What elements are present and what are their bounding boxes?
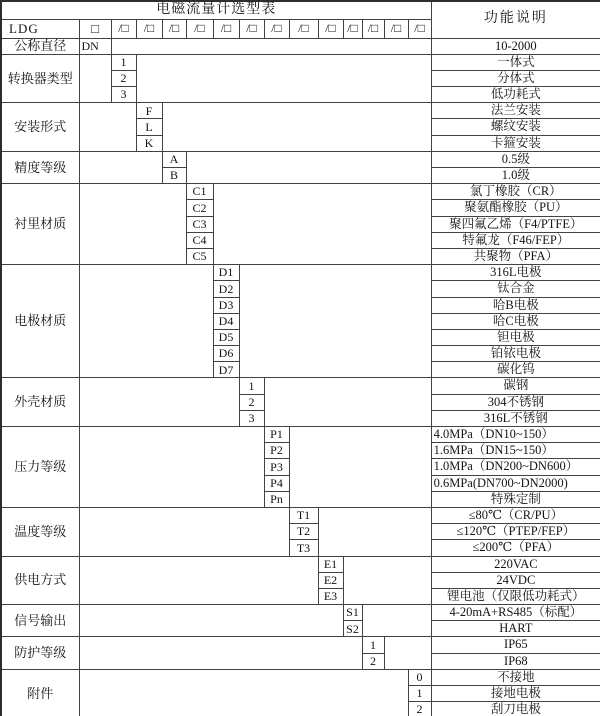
function-cell: 0.6MPa(DN700~DN2000): [431, 475, 600, 491]
function-cell: 10-2000: [431, 38, 600, 54]
code-cell: D7: [213, 362, 239, 378]
code-cell: 2: [362, 653, 384, 669]
function-cell: 接地电极: [431, 686, 600, 702]
code-cell: D6: [213, 346, 239, 362]
field-label: 信号输出: [1, 605, 79, 637]
function-cell: 钽电极: [431, 329, 600, 345]
code-slot-box-icon: □: [79, 19, 111, 38]
code-cell: 2: [111, 70, 136, 86]
function-cell: 聚四氟乙烯（F4/PTFE）: [431, 216, 600, 232]
code-cell: P2: [264, 443, 289, 459]
left-spacer-cell: [79, 184, 186, 265]
code-slot-icon: /□: [239, 19, 264, 38]
code-cell: C1: [186, 184, 213, 200]
table-title: 电磁流量计选型表: [1, 1, 431, 19]
code-slot-icon: /□: [264, 19, 289, 38]
function-cell: 聚氨酯橡胶（PU）: [431, 200, 600, 216]
field-label: 精度等级: [1, 151, 79, 183]
code-cell: Pn: [264, 491, 289, 507]
code-cell: S2: [343, 621, 362, 637]
field-label: 衬里材质: [1, 184, 79, 265]
left-spacer-cell: [79, 54, 111, 103]
left-spacer-cell: [79, 378, 239, 427]
left-spacer-cell: [79, 507, 289, 556]
function-cell: 哈B电极: [431, 297, 600, 313]
left-spacer-cell: [79, 605, 343, 637]
code-cell: D4: [213, 313, 239, 329]
code-cell: 3: [239, 410, 264, 426]
function-cell: 锂电池（仅限低功耗式）: [431, 588, 600, 604]
left-spacer-cell: [79, 427, 264, 508]
right-spacer-cell: [162, 103, 431, 152]
function-cell: IP68: [431, 653, 600, 669]
function-cell: 铂铱电极: [431, 346, 600, 362]
function-cell: 碳化钨: [431, 362, 600, 378]
function-cell: 24VDC: [431, 572, 600, 588]
function-cell: 法兰安装: [431, 103, 600, 119]
code-slot-icon: /□: [186, 19, 213, 38]
model-prefix: LDG: [1, 19, 79, 38]
function-cell: 一体式: [431, 54, 600, 70]
left-spacer-cell: [79, 669, 408, 716]
code-cell: 1: [239, 378, 264, 394]
function-cell: 304不锈钢: [431, 394, 600, 410]
code-cell: 3: [111, 87, 136, 103]
code-cell: E1: [318, 556, 343, 572]
field-label: 附件: [1, 669, 79, 716]
function-cell: 分体式: [431, 70, 600, 86]
code-cell: A: [162, 151, 186, 167]
function-cell: 特殊定制: [431, 491, 600, 507]
code-cell: C2: [186, 200, 213, 216]
right-spacer-cell: [343, 556, 431, 605]
field-label: 安装形式: [1, 103, 79, 152]
function-cell: 共聚物（PFA）: [431, 248, 600, 264]
code-cell: E3: [318, 588, 343, 604]
function-cell: 0.5级: [431, 151, 600, 167]
right-spacer-cell: [111, 38, 431, 54]
code-cell: T1: [289, 507, 318, 523]
code-cell: P1: [264, 427, 289, 443]
right-spacer-cell: [186, 151, 431, 183]
right-spacer-cell: [289, 427, 431, 508]
right-spacer-cell: [384, 637, 431, 669]
function-cell: 316L电极: [431, 265, 600, 281]
right-spacer-cell: [362, 605, 431, 637]
code-cell: B: [162, 168, 186, 184]
function-cell: 1.0MPa（DN200~DN600）: [431, 459, 600, 475]
function-cell: ≤120℃（PTEP/FEP）: [431, 524, 600, 540]
code-cell: D5: [213, 329, 239, 345]
left-spacer-cell: [79, 103, 136, 152]
function-cell: 316L不锈钢: [431, 410, 600, 426]
function-cell: 低功耗式: [431, 87, 600, 103]
code-cell: D3: [213, 297, 239, 313]
code-cell: P3: [264, 459, 289, 475]
code-slot-icon: /□: [362, 19, 384, 38]
code-cell: C5: [186, 248, 213, 264]
field-label: 转换器类型: [1, 54, 79, 103]
function-cell: 钛合金: [431, 281, 600, 297]
right-spacer-cell: [264, 378, 431, 427]
code-cell: 2: [239, 394, 264, 410]
function-cell: ≤80℃（CR/PU）: [431, 507, 600, 523]
code-slot-icon: /□: [289, 19, 318, 38]
function-cell: 碳钢: [431, 378, 600, 394]
code-cell: 1: [408, 686, 431, 702]
code-cell: E2: [318, 572, 343, 588]
right-spacer-cell: [136, 54, 431, 103]
field-label: 公称直径: [1, 38, 79, 54]
code-slot-icon: /□: [343, 19, 362, 38]
function-cell: 4.0MPa（DN10~150）: [431, 427, 600, 443]
code-cell: D1: [213, 265, 239, 281]
function-cell: 1.0级: [431, 168, 600, 184]
function-column-header: 功能说明: [431, 1, 600, 38]
code-cell: K: [136, 135, 162, 151]
function-cell: 哈C电极: [431, 313, 600, 329]
code-cell: C4: [186, 232, 213, 248]
function-cell: IP65: [431, 637, 600, 653]
code-cell: F: [136, 103, 162, 119]
function-cell: 刮刀电极: [431, 702, 600, 716]
left-spacer-cell: [79, 556, 318, 605]
function-cell: 特氟龙（F46/FEP）: [431, 232, 600, 248]
field-label: 电极材质: [1, 265, 79, 378]
code-cell: L: [136, 119, 162, 135]
field-label: 外壳材质: [1, 378, 79, 427]
function-cell: 4-20mA+RS485（标配）: [431, 605, 600, 621]
code-slot-icon: /□: [408, 19, 431, 38]
code-slot-icon: /□: [384, 19, 408, 38]
code-cell: T3: [289, 540, 318, 556]
right-spacer-cell: [213, 184, 431, 265]
code-cell: 0: [408, 669, 431, 685]
code-cell: 1: [111, 54, 136, 70]
code-cell: DN: [79, 38, 111, 54]
code-slot-icon: /□: [162, 19, 186, 38]
code-cell: T2: [289, 524, 318, 540]
code-cell: P4: [264, 475, 289, 491]
field-label: 供电方式: [1, 556, 79, 605]
field-label: 压力等级: [1, 427, 79, 508]
code-slot-icon: /□: [318, 19, 343, 38]
function-cell: 螺纹安装: [431, 119, 600, 135]
code-cell: S1: [343, 605, 362, 621]
right-spacer-cell: [239, 265, 431, 378]
code-cell: D2: [213, 281, 239, 297]
code-slot-icon: /□: [213, 19, 239, 38]
field-label: 温度等级: [1, 507, 79, 556]
field-label: 防护等级: [1, 637, 79, 669]
function-cell: HART: [431, 621, 600, 637]
left-spacer-cell: [79, 151, 162, 183]
code-cell: 1: [362, 637, 384, 653]
code-cell: 2: [408, 702, 431, 716]
code-cell: C3: [186, 216, 213, 232]
function-cell: 不接地: [431, 669, 600, 685]
code-slot-icon: /□: [111, 19, 136, 38]
function-cell: 220VAC: [431, 556, 600, 572]
right-spacer-cell: [318, 507, 431, 556]
function-cell: 氯丁橡胶（CR）: [431, 184, 600, 200]
left-spacer-cell: [79, 637, 362, 669]
function-cell: 1.6MPa（DN15~150）: [431, 443, 600, 459]
function-cell: ≤200℃（PFA）: [431, 540, 600, 556]
code-slot-icon: /□: [136, 19, 162, 38]
function-cell: 卡箍安装: [431, 135, 600, 151]
left-spacer-cell: [79, 265, 213, 378]
